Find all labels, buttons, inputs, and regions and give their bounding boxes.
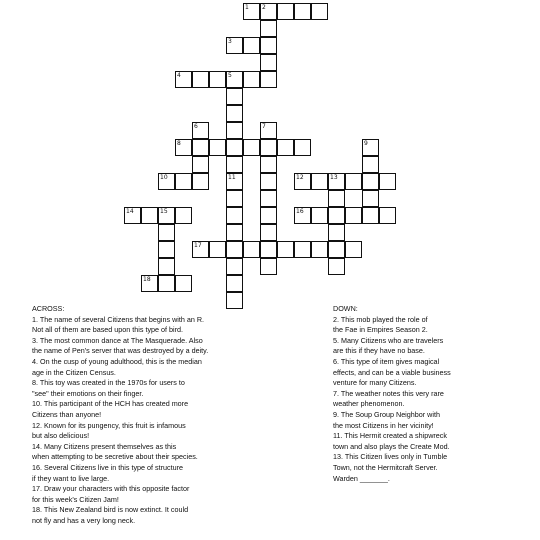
grid-cell[interactable] [175,207,192,224]
grid-cell[interactable] [260,139,277,156]
clue-number: 4 [177,72,181,79]
clue-number: 10 [160,174,168,181]
down-clues [333,304,533,484]
grid-cell[interactable] [362,207,379,224]
grid-cell[interactable] [226,190,243,207]
grid-cell[interactable] [260,122,277,139]
clue-number: 18 [143,276,151,283]
grid-cell[interactable] [192,173,209,190]
grid-cell[interactable] [260,241,277,258]
grid-cell[interactable] [294,3,311,20]
grid-cell[interactable] [226,37,243,54]
grid-cell[interactable] [277,139,294,156]
clue-number: 11 [228,174,236,181]
clue-number: 3 [228,38,232,45]
grid-cell[interactable] [362,156,379,173]
grid-cell[interactable] [294,139,311,156]
grid-cell[interactable] [192,241,209,258]
grid-cell[interactable] [260,258,277,275]
grid-cell[interactable] [362,139,379,156]
grid-cell[interactable] [226,275,243,292]
grid-cell[interactable] [209,71,226,88]
grid-cell[interactable] [141,275,158,292]
grid-cell[interactable] [328,258,345,275]
grid-cell[interactable] [277,3,294,20]
clue-number: 13 [330,174,338,181]
grid-cell[interactable] [192,122,209,139]
clue-number: 1 [245,4,249,11]
across-clues [32,304,322,526]
grid-cell[interactable] [345,173,362,190]
grid-cell[interactable] [260,207,277,224]
grid-cell[interactable] [260,3,277,20]
grid-cell[interactable] [362,173,379,190]
grid-cell[interactable] [260,224,277,241]
grid-cell[interactable] [175,173,192,190]
across-clue: 10. This participant of the HCH has created more Citizens than anyone! [32,399,189,419]
grid-cell[interactable] [226,139,243,156]
grid-cell[interactable] [260,156,277,173]
grid-cell[interactable] [158,173,175,190]
grid-cell[interactable] [226,88,243,105]
down-clue: 2. This mob played the role of the Fae in Empires Season 2. [333,314,428,335]
clue-number: 8 [177,140,181,147]
grid-cell[interactable] [243,37,260,54]
down-clue: 5. Many Citizens who are travelers are this if they have no base. [333,335,444,356]
clue-number: 14 [126,208,134,215]
grid-cell[interactable] [379,207,396,224]
grid-cell[interactable] [294,207,311,224]
clue-number: 9 [364,140,368,147]
grid-cell[interactable] [328,224,345,241]
across-header: ACROSS: [32,304,65,313]
grid-cell[interactable] [226,122,243,139]
clue-number: 2 [262,4,266,11]
grid-cell[interactable] [209,241,226,258]
grid-cell[interactable] [345,207,362,224]
clue-number: 15 [160,208,168,215]
grid-cell[interactable] [328,207,345,224]
grid-cell[interactable] [226,207,243,224]
grid-cell[interactable] [345,241,362,258]
across-clue: 4. On the cusp of young adulthood, this is the median age in the Citizen Census. [32,356,202,377]
down-clue: 7. The weather notes this very rare weather phenomenon. [333,388,444,409]
grid-cell[interactable] [260,71,277,88]
grid-cell[interactable] [226,173,243,190]
grid-cell[interactable] [260,20,277,37]
across-clue: 16. Several Citizens live in this type of structure if they want to live large. [32,462,184,483]
down-clue: 6. This type of item gives magical effects, and can be a viable business venture for many Citizens. [333,356,451,388]
grid-cell[interactable] [243,241,260,258]
grid-cell[interactable] [209,139,226,156]
clue-number: 12 [296,174,304,181]
down-clue: 13. This Citizen lives only in Tumble Town, not the Hermitcraft Server. Warden _______. [333,452,448,483]
grid-cell[interactable] [328,241,345,258]
grid-cell[interactable] [260,54,277,71]
grid-cell[interactable] [226,224,243,241]
grid-cell[interactable] [311,173,328,190]
across-clue: 18. This New Zealand bird is now extinct. It could not fly and has a very long neck. [32,505,189,525]
clue-number: 7 [262,123,266,130]
grid-cell[interactable] [294,241,311,258]
grid-cell[interactable] [328,190,345,207]
grid-cell[interactable] [226,156,243,173]
grid-cell[interactable] [277,241,294,258]
down-clue: 11. This Hermit created a shipwreck town and also plays the Create Mod. [333,431,450,451]
grid-cell[interactable] [158,275,175,292]
grid-cell[interactable] [158,207,175,224]
clue-number: 6 [194,123,198,130]
down-header: DOWN: [333,304,358,313]
grid-cell[interactable] [260,37,277,54]
grid-cell[interactable] [192,71,209,88]
grid-cell[interactable] [175,71,192,88]
clue-number: 5 [228,72,232,79]
grid-cell[interactable] [311,3,328,20]
grid-cell[interactable] [328,173,345,190]
grid-cell[interactable] [141,207,158,224]
grid-cell[interactable] [226,258,243,275]
grid-cell[interactable] [362,190,379,207]
grid-cell[interactable] [226,71,243,88]
grid-cell[interactable] [260,173,277,190]
across-clue: 1. The name of several Citizens that begins with an R. Not all of them are based upon this type of bird. [32,314,205,335]
grid-cell[interactable] [243,139,260,156]
grid-cell[interactable] [260,190,277,207]
grid-cell[interactable] [192,139,209,156]
across-clue: 14. Many Citizens present themselves as this when attempting to be secretive about their species. [32,441,198,462]
across-clue: 12. Known for its pungency, this fruit is infamous but also delicious! [32,420,186,441]
grid-cell[interactable] [124,207,141,224]
clue-number: 16 [296,208,304,215]
across-clue: 8. This toy was created in the 1970s for users to "see" their emotions on their finger. [32,378,185,398]
grid-cell[interactable] [243,71,260,88]
grid-cell[interactable] [226,241,243,258]
grid-cell[interactable] [175,139,192,156]
grid-cell[interactable] [158,241,175,258]
grid-cell[interactable] [226,105,243,122]
down-clue: 9. The Soup Group Neighbor with the most Citizens in her vicinity! [333,409,440,430]
across-clue: 3. The most common dance at The Masquerade. Also the name of Pen's server that was destroyed by a deity. [32,335,209,356]
grid-cell[interactable] [311,207,328,224]
across-clue: 17. Draw your characters with this opposite factor for this week's Citizen Jam! [32,484,190,504]
grid-cell[interactable] [311,241,328,258]
grid-cell[interactable] [158,224,175,241]
grid-cell[interactable] [192,156,209,173]
clue-number: 17 [194,242,202,249]
grid-cell[interactable] [294,173,311,190]
grid-cell[interactable] [175,275,192,292]
grid-cell[interactable] [158,258,175,275]
grid-cell[interactable] [243,3,260,20]
grid-cell[interactable] [379,173,396,190]
